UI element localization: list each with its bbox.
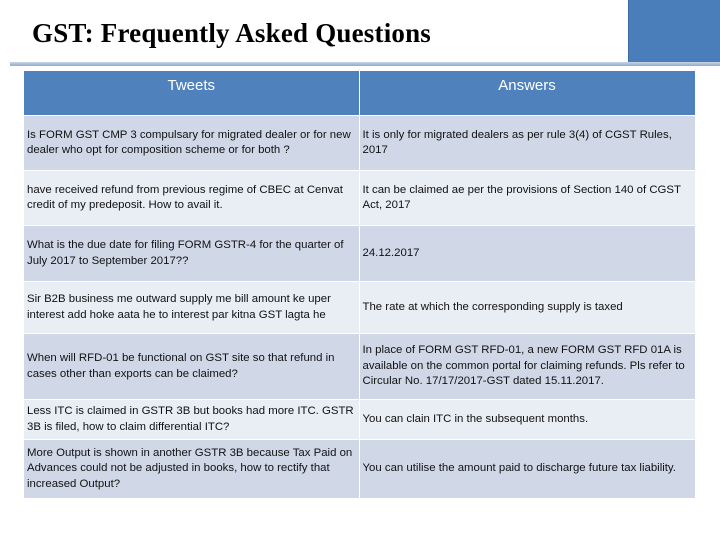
title-underline [10,62,720,66]
accent-box [628,0,720,62]
answer-cell: You can clain ITC in the subsequent months. [359,400,695,440]
answer-cell: It is only for migrated dealers as per rule 3(4) of CGST Rules, 2017 [359,116,695,171]
table-row [24,171,695,226]
answer-cell: It can be claimed ae per the provisions of Section 140 of CGST Act, 2017 [359,171,695,226]
answer-cell: You can utilise the amount paid to discharge future tax liability. [359,440,695,498]
question-cell: have received refund from previous regime of CBEC at Cenvat credit of my predeposit. How to avail it. [24,171,359,226]
table-row [24,440,695,498]
table-row [24,282,695,334]
answer-cell: In place of FORM GST RFD-01, a new FORM GST RFD 01A is available on the common portal for claiming refunds. Pls refer to Circular No. 17/17/2017-GST dated 15.11.2017. [359,334,695,400]
faq-table [24,71,696,498]
table-row [24,334,695,400]
question-cell: More Output is shown in another GSTR 3B because Tax Paid on Advances could not be adjusted in books, how to rectify that increased Output? [24,440,359,498]
question-cell: Is FORM GST CMP 3 compulsary for migrated dealer or for new dealer who opt for composition scheme or for both ? [24,116,359,171]
table-row [24,400,695,440]
answer-cell: The rate at which the corresponding supply is taxed [359,282,695,334]
table-row [24,116,695,171]
table-row [24,226,695,282]
question-cell: Less ITC is claimed in GSTR 3B but books had more ITC. GSTR 3B is filed, how to claim differential ITC? [24,400,359,440]
header-answers: Answers [359,71,695,116]
question-cell: When will RFD-01 be functional on GST site so that refund in cases other than exports can be claimed? [24,334,359,400]
header-tweets: Tweets [24,71,359,116]
question-cell: Sir B2B business me outward supply me bill amount ke uper interest add hoke aata he to interest par kitna GST lagta he [24,282,359,334]
slide-title: GST: Frequently Asked Questions [32,18,432,48]
answer-cell: 24.12.2017 [359,226,695,282]
table-header-row [24,71,695,116]
question-cell: What is the due date for filing FORM GSTR-4 for the quarter of July 2017 to September 2017?? [24,226,359,282]
